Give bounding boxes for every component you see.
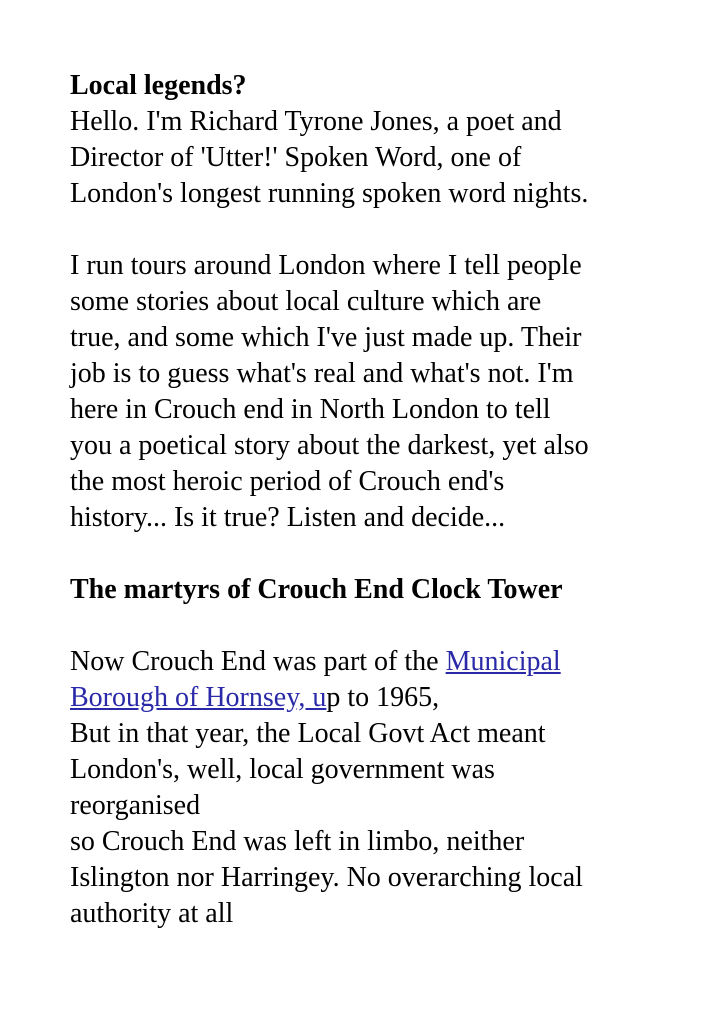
section-heading: The martyrs of Crouch End Clock Tower — [70, 574, 563, 605]
municipal-borough-link[interactable]: Municipal — [445, 646, 561, 677]
paragraph-gap — [70, 608, 690, 644]
poem-line-prefix: Now Crouch End was part of the — [70, 646, 446, 677]
paragraph-line: history... Is it true? Listen and decide... — [70, 502, 506, 533]
poem-line: Islington nor Harringey. No overarching local — [70, 862, 583, 893]
poem-line: authority at all — [70, 898, 234, 929]
intro-line: Director of 'Utter!' Spoken Word, one of — [70, 142, 522, 173]
intro-line: London's longest running spoken word nights. — [70, 178, 589, 209]
paragraph-line: job is to guess what's real and what's not. I'm — [70, 358, 574, 389]
poem-line-suffix: p to 1965, — [326, 682, 440, 713]
paragraph-line: the most heroic period of Crouch end's — [70, 466, 505, 497]
doc-title: Local legends? — [70, 70, 247, 101]
paragraph-gap — [70, 536, 690, 572]
intro-line: Hello. I'm Richard Tyrone Jones, a poet and — [70, 106, 562, 137]
paragraph-gap — [70, 212, 690, 248]
poem-line — [70, 644, 690, 680]
paragraph-line: true, and some which I've just made up. Their — [70, 322, 582, 353]
poem-line: London's, well, local government was — [70, 754, 495, 785]
document-body — [70, 68, 690, 932]
paragraph-line: you a poetical story about the darkest, yet also — [70, 430, 589, 461]
paragraph-line: I run tours around London where I tell people — [70, 250, 582, 281]
poem-line — [70, 680, 690, 716]
paragraph-line: some stories about local culture which are — [70, 286, 542, 317]
poem-line: so Crouch End was left in limbo, neither — [70, 826, 525, 857]
poem-line: reorganised — [70, 790, 201, 821]
poem-line: But in that year, the Local Govt Act meant — [70, 718, 546, 749]
paragraph-line: here in Crouch end in North London to tell — [70, 394, 551, 425]
municipal-borough-link-continued[interactable]: Borough of Hornsey, u — [70, 682, 327, 713]
